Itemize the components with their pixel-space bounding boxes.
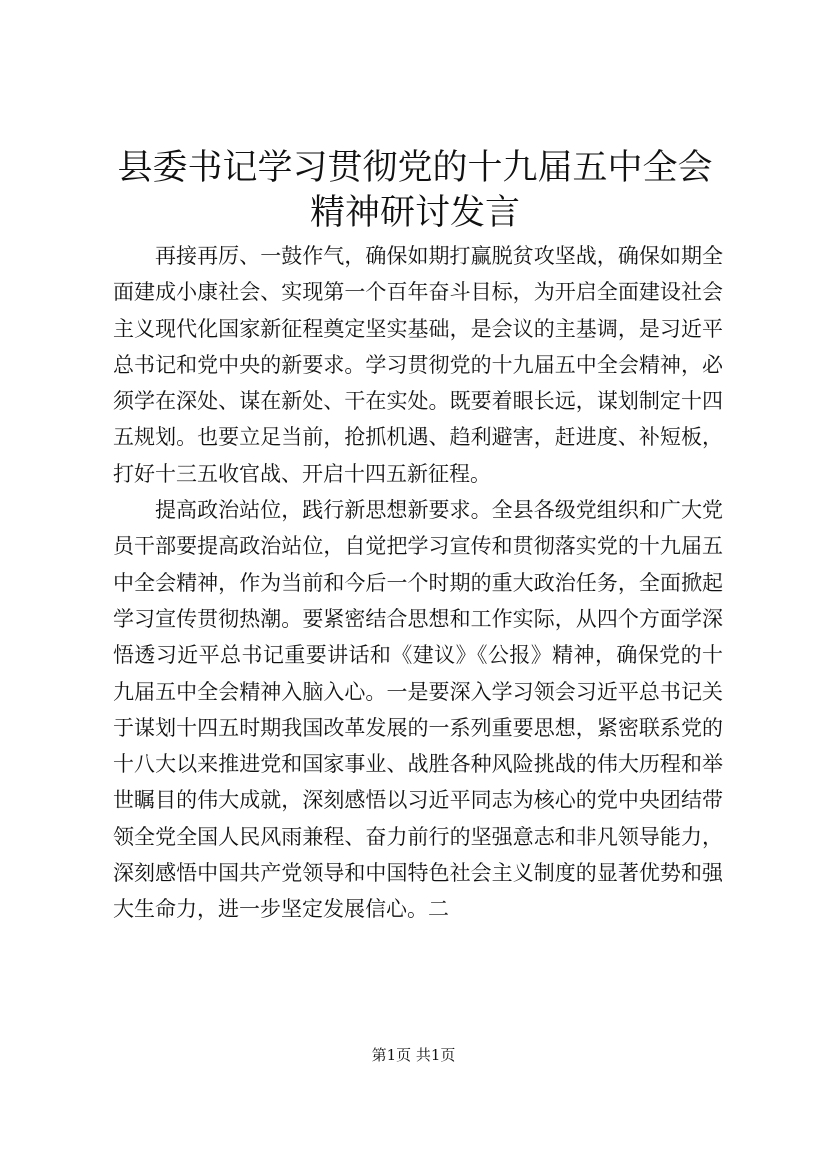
body-paragraph-1: 再接再厉、一鼓作气，确保如期打赢脱贫攻坚战，确保如期全面建成小康社会、实现第一个百年奋斗目标，为开启全面建设社会主义现代化国家新征程奠定坚实基础，是会议的主基调，是习近平总书记和党中央的新要求。学习贯彻党的十九届五中全会精神，必须学在深处、谋在新处、干在实处。既要着眼长远，谋划制定十四五规划。也要立足当前，抢抓机遇、趋利避害，赶进度、补短板，打好十三五收官战、开启十四五新征程。 <box>113 244 723 486</box>
document-body <box>113 238 723 928</box>
body-paragraph-2: 提高政治站位，践行新思想新要求。全县各级党组织和广大党员干部要提高政治站位，自觉把学习宣传和贯彻落实党的十九届五中全会精神，作为当前和今后一个时期的重大政治任务，全面掀起学习宣传贯彻热潮。要紧密结合思想和工作实际，从四个方面学深悟透习近平总书记重要讲话和《建议》《公报》精神，确保党的十九届五中全会精神入脑入心。一是要深入学习领会习近平总书记关于谋划十四五时期我国改革发展的一系列重要思想，紧密联系党的十八大以来推进党和国家事业、战胜各种风险挑战的伟大历程和举世瞩目的伟大成就，深刻感悟以习近平同志为核心的党中央团结带领全党全国人民风雨兼程、奋力前行的坚强意志和非凡领导能力，深刻感悟中国共产党领导和中国特色社会主义制度的显著优势和强大生命力，进一步坚定发展信心。二 <box>113 498 723 922</box>
page-number-footer: 第1页 共1页 <box>371 1046 456 1064</box>
document-title: 县委书记学习贯彻党的十九届五中全会精神研讨发言 <box>117 148 713 233</box>
